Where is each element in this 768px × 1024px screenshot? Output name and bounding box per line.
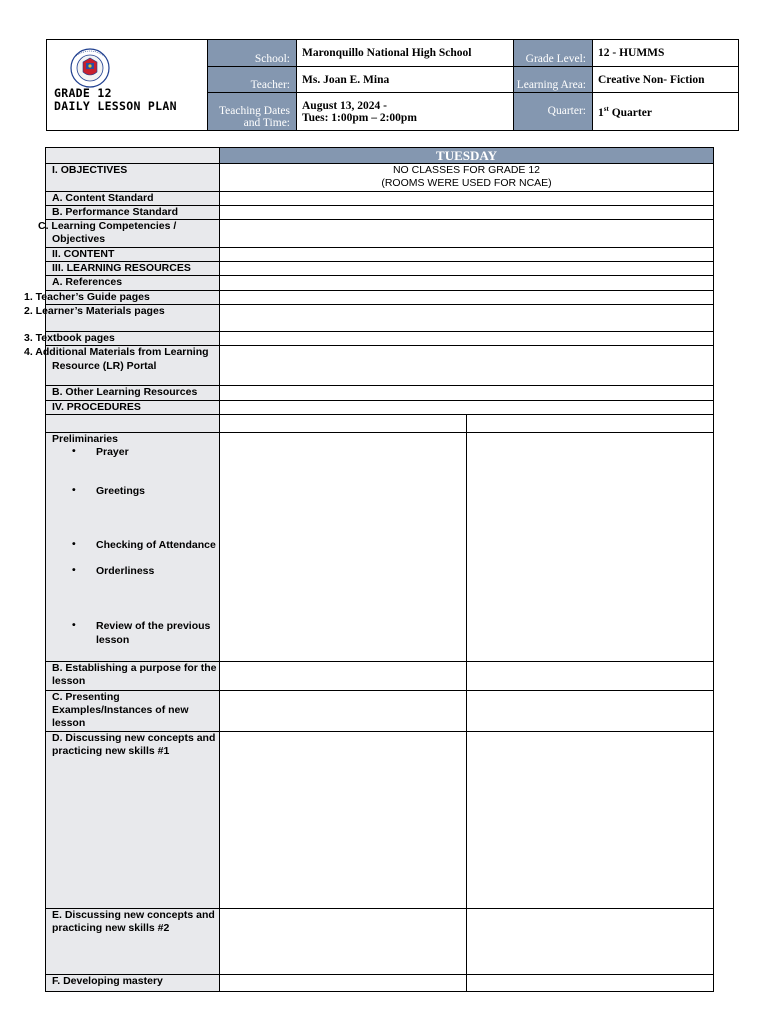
blank-label-cell [46, 414, 220, 432]
dates-label: Teaching Dates and Time: [208, 93, 297, 131]
bullet-attendance: • Checking of Attendance [72, 537, 216, 551]
row-label-competencies: C. Learning Competencies / Objectives [46, 220, 220, 248]
table-row [46, 346, 714, 386]
lesson-plan-table [24, 147, 714, 992]
table-row [46, 974, 714, 991]
other-resources-cell [220, 386, 714, 400]
header-table [46, 39, 739, 131]
row-label-references: A. References [46, 276, 220, 290]
table-row [46, 400, 714, 414]
blank-cell-left [220, 414, 467, 432]
school-value: Maronquillo National High School [297, 40, 514, 67]
dates-value [297, 93, 514, 131]
learning-area-value: Creative Non- Fiction [593, 67, 739, 93]
tg-pages-cell [220, 290, 714, 304]
row-label-performance-standard: B. Performance Standard [46, 205, 220, 219]
row-label-tg-pages: 1. Teacher’s Guide pages [46, 290, 220, 304]
resources-cell [220, 262, 714, 276]
row-label-content: II. CONTENT [46, 247, 220, 261]
bullet-greetings: • Greetings [72, 484, 146, 498]
performance-standard-cell [220, 205, 714, 219]
grade-line: GRADE 12 [54, 86, 112, 100]
references-cell [220, 276, 714, 290]
row-label-additional-materials: 4. Additional Materials from Learning Resource (LR) Portal [46, 346, 220, 386]
table-row [46, 908, 714, 974]
table-row [46, 220, 714, 248]
row-label-purpose: B. Establishing a purpose for the lesson [46, 661, 220, 690]
deped-seal-icon [67, 48, 113, 88]
procedures-cell [220, 400, 714, 414]
blank-header-cell [46, 148, 220, 164]
content-cell [220, 247, 714, 261]
table-row [46, 276, 714, 290]
preliminaries-title: Preliminaries [52, 432, 118, 445]
table-row [46, 262, 714, 276]
dates-line-2: Tues: 1:00pm – 2:00pm [302, 111, 417, 124]
note-line-1: NO CLASSES FOR GRADE 12 [392, 164, 541, 176]
row-label-content-standard: A. Content Standard [46, 191, 220, 205]
row-label-discussing-1: D. Discussing new concepts and practicing new skills #1 [46, 731, 220, 908]
table-row [46, 414, 714, 432]
competencies-cell [220, 220, 714, 248]
preliminaries-cell-left [220, 432, 467, 661]
dates-line-1: August 13, 2024 - [302, 99, 387, 112]
no-class-note [220, 164, 714, 192]
quarter-value: 1st Quarter [593, 93, 739, 131]
learning-area-label: Learning Area: [514, 67, 593, 93]
purpose-cell-left [220, 661, 467, 690]
table-row [46, 304, 714, 331]
row-label-other-resources: B. Other Learning Resources [46, 386, 220, 400]
bullet-prayer: • Prayer [72, 445, 129, 459]
discussing-1-cell-right [467, 731, 714, 908]
school-label: School: [208, 40, 297, 67]
table-row [46, 205, 714, 219]
content-standard-cell [220, 191, 714, 205]
teacher-value: Ms. Joan E. Mina [297, 67, 514, 93]
note-line-2: (ROOMS WERE USED FOR NCAE) [381, 177, 552, 190]
mastery-cell-left [220, 974, 467, 991]
blank-cell-right [467, 414, 714, 432]
textbook-pages-cell [220, 331, 714, 345]
row-label-presenting: C. Presenting Examples/Instances of new lesson [46, 690, 220, 731]
table-row [46, 386, 714, 400]
table-row [46, 661, 714, 690]
table-row [46, 331, 714, 345]
row-label-preliminaries [46, 432, 220, 661]
discussing-2-cell-right [467, 908, 714, 974]
preliminaries-cell-right [467, 432, 714, 661]
teacher-label: Teacher: [208, 67, 297, 93]
purpose-cell-right [467, 661, 714, 690]
grade-level-value: 12 - HUMMS [593, 40, 739, 67]
bullet-orderliness: • Orderliness [72, 564, 155, 578]
row-label-procedures: IV. PROCEDURES [46, 400, 220, 414]
plan-title: DAILY LESSON PLAN [54, 99, 177, 113]
table-row [46, 731, 714, 908]
table-row [46, 191, 714, 205]
day-header: TUESDAY [220, 148, 714, 164]
row-label-textbook-pages: 3. Textbook pages [46, 331, 220, 345]
lm-pages-cell [220, 304, 714, 331]
plan-heading [54, 87, 177, 113]
table-row [46, 690, 714, 731]
row-label-discussing-2: E. Discussing new concepts and practicing new skills #2 [46, 908, 220, 974]
additional-materials-cell [220, 346, 714, 386]
logo-cell [47, 40, 208, 131]
presenting-cell-right [467, 690, 714, 731]
table-row [46, 432, 714, 661]
presenting-cell-left [220, 690, 467, 731]
row-label-objectives: I. OBJECTIVES [46, 164, 220, 192]
discussing-2-cell-left [220, 908, 467, 974]
table-row [46, 164, 714, 192]
table-row [46, 290, 714, 304]
discussing-1-cell-left [220, 731, 467, 908]
mastery-cell-right [467, 974, 714, 991]
row-label-lm-pages: 2. Learner’s Materials pages [46, 304, 220, 331]
row-label-resources: III. LEARNING RESOURCES [46, 262, 220, 276]
table-row [46, 247, 714, 261]
bullet-review: • Review of the previous lesson [72, 619, 211, 646]
row-label-mastery: F. Developing mastery [46, 974, 220, 991]
quarter-label: Quarter: [514, 93, 593, 131]
day-header-row [46, 148, 714, 164]
grade-level-label: Grade Level: [514, 40, 593, 67]
